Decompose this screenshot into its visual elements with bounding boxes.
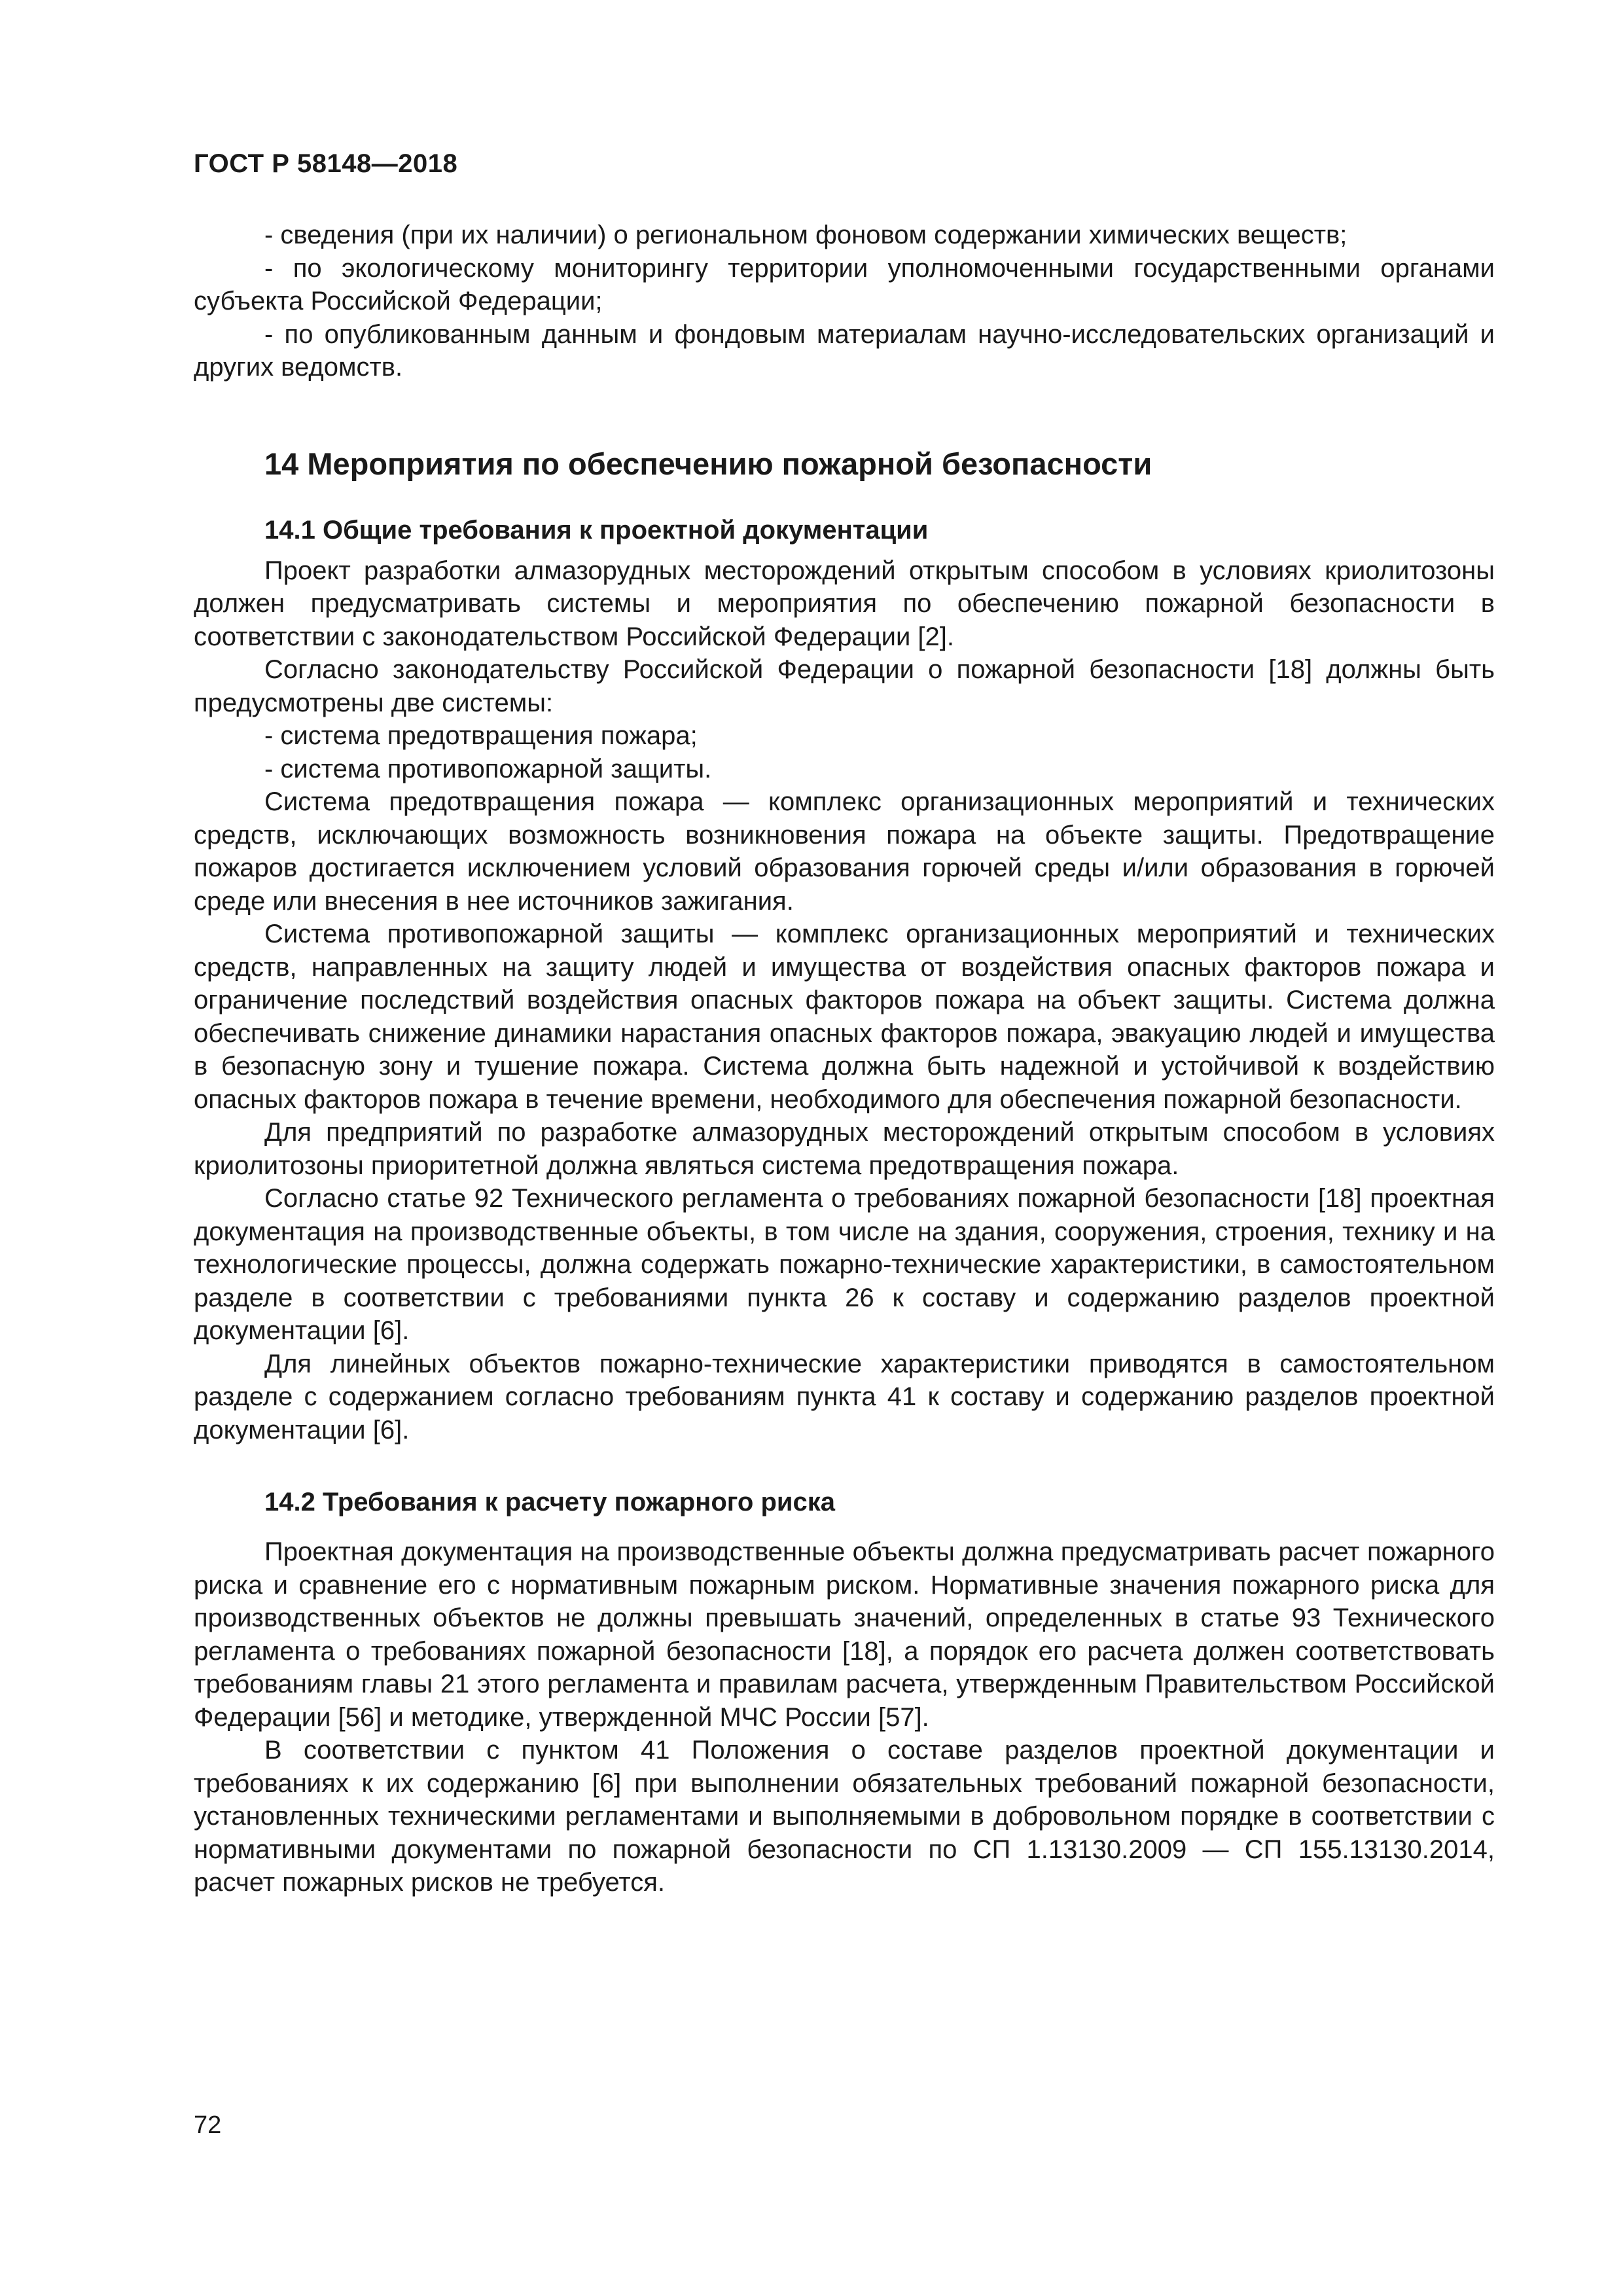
list-item: - сведения (при их наличии) о региональном фоновом содержании химических веществ; (264, 221, 1347, 249)
paragraph: Проектная документация на производственные объекты должна предусматривать расчет пожарного риска и сравнение его с нормативным пожарным риском. Нормативные значения пожарного риска для производственных объектов не должны превышать значений, определенных в статье 93 Технического регламента о требованиях пожарной безопасности [18], а порядок его расчета должен соответствовать требованиям главы 21 этого регламента и правилам расчета, утвержденным Правительством Российской Федерации [56] и методике, утвержденной МЧС России [57]. (194, 1537, 1495, 1732)
paragraph: Система противопожарной защиты — комплекс организационных мероприятий и технических средств, направленных на защиту людей и имущества от воздействия опасных факторов пожара и ограничение последствий воздействия опасных факторов пожара на объект защиты. Система должна обеспечивать снижение динамики нарастания опасных факторов пожара, эвакуацию людей и имущества в безопасную зону и тушение пожара. Система должна быть надежной и устойчивой к воздействию опасных факторов пожара в течение времени, необходимого для обеспечения пожарной безопасности. (194, 920, 1495, 1114)
list-item: - по экологическому мониторингу территории уполномоченными государственными органами субъекта Российской Федерации; (194, 253, 1495, 315)
paragraph: Проект разработки алмазорудных месторождений открытым способом в условиях криолитозоны должен предусматривать системы и мероприятия по обеспечению пожарной безопасности в соответствии с законодательством Российской Федерации [2]. (194, 556, 1495, 651)
list-item: - система предотвращения пожара; (264, 721, 698, 750)
paragraph: В соответствии с пунктом 41 Положения о составе разделов проектной документации и требованиях к их содержанию [6] при выполнении обязательных требований пожарной безопасности, установленных техническими регламентами и выполняемыми в добровольном порядке в соответствии с нормативными документами по пожарной безопасности по СП 1.13130.2009 — СП 155.13130.2014, расчет пожарных рисков не требуется. (194, 1736, 1495, 1897)
page-number: 72 (194, 2111, 222, 2139)
list-item: - система противопожарной защиты. (264, 754, 712, 783)
section-14-title: 14 Мероприятия по обеспечению пожарной безопасности (264, 446, 1152, 481)
paragraph: Система предотвращения пожара — комплекс организационных мероприятий и технических средств, исключающих возможность возникновения пожара на объекте защиты. Предотвращение пожаров достигается исключением условий образования горючей среды и/или образования в горючей среде или внесения в нее источников зажигания. (194, 787, 1495, 916)
section-14-1-title: 14.1 Общие требования к проектной документации (264, 515, 929, 545)
document-code-header: ГОСТ Р 58148—2018 (194, 149, 458, 178)
list-item: - по опубликованным данным и фондовым материалам научно-исследовательских организаций и других ведомств. (194, 319, 1495, 382)
section-14-2-title: 14.2 Требования к расчету пожарного риска (264, 1488, 835, 1516)
paragraph: Согласно статье 92 Технического регламента о требованиях пожарной безопасности [18] проектная документация на производственные объекты, в том числе на здания, сооружения, строения, технику и на технологические процессы, должна содержать пожарно-технические характеристики, в самостоятельном разделе в соответствии с требованиями пункта 26 к составу и содержанию разделов проектной документации [6]. (194, 1184, 1495, 1345)
document-body (194, 219, 1495, 1899)
paragraph: Согласно законодательству Российской Федерации о пожарной безопасности [18] должны быть предусмотрены две системы: (194, 655, 1495, 717)
paragraph: Для предприятий по разработке алмазорудных месторождений открытым способом в условиях криолитозоны приоритетной должна являться система предотвращения пожара. (194, 1118, 1495, 1180)
paragraph: Для линейных объектов пожарно-технические характеристики приводятся в самостоятельном разделе с содержанием согласно требованиям пункта 41 к составу и содержанию разделов проектной документации [6]. (194, 1349, 1495, 1444)
